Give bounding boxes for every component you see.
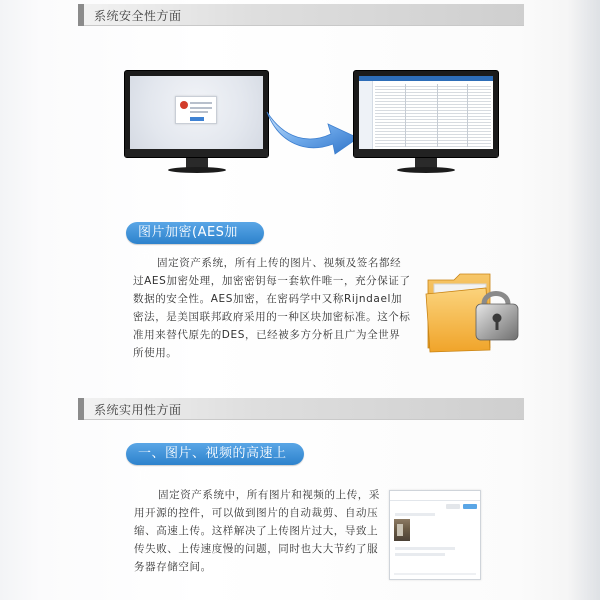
login-dialog-image	[175, 96, 217, 124]
heading-high-speed-upload: 一、图片、视频的高速上传	[126, 443, 304, 465]
locked-folder-icon	[424, 266, 532, 358]
monitor-bezel	[353, 70, 499, 158]
table-screen-display	[359, 76, 493, 149]
curved-arrow-icon	[265, 100, 360, 155]
section-title-practical: 系统实用性方面	[94, 403, 182, 417]
emblem-icon	[180, 101, 188, 109]
section-header-marker	[78, 398, 84, 420]
monitor-base	[397, 167, 455, 173]
upload-description	[134, 486, 382, 576]
uploaded-photo-thumbnail	[394, 519, 410, 541]
upload-screenshot-image	[389, 490, 481, 580]
section-header-practical	[78, 398, 524, 420]
monitor-bezel	[124, 70, 269, 158]
section-title-security: 系统安全性方面	[94, 9, 182, 23]
monitor-table-screen	[353, 70, 499, 175]
monitor-base	[168, 167, 226, 173]
login-screen-display	[130, 76, 263, 149]
upload-description-text: 固定资产系统中，所有图片和视频的上传，采用开源的控件，可以做到图片的自动裁剪、自动压缩、高速上传。这样解决了上传图片过大，导致上传失败、上传速度慢的问题，同时也大大节约了服务器存储空间。	[134, 489, 380, 573]
encryption-description	[133, 254, 411, 362]
section-header-security	[78, 4, 524, 26]
monitor-login-screen	[124, 70, 269, 175]
heading-image-encryption: 图片加密(AES加密)	[126, 222, 264, 244]
page-edge-shadow	[568, 0, 600, 600]
encryption-description-text: 固定资产系统，所有上传的图片、视频及签名都经过AES加密处理，加密密钥每一套软件唯一，充分保证了数据的安全性。AES加密，在密码学中又称Rijndael加密法，是美国联邦政府采用的一种区块加密标准。这个标准用来替代原先的DES，已经被多方分析且广为全世界所使用。	[133, 257, 411, 359]
section-header-marker	[78, 4, 84, 26]
